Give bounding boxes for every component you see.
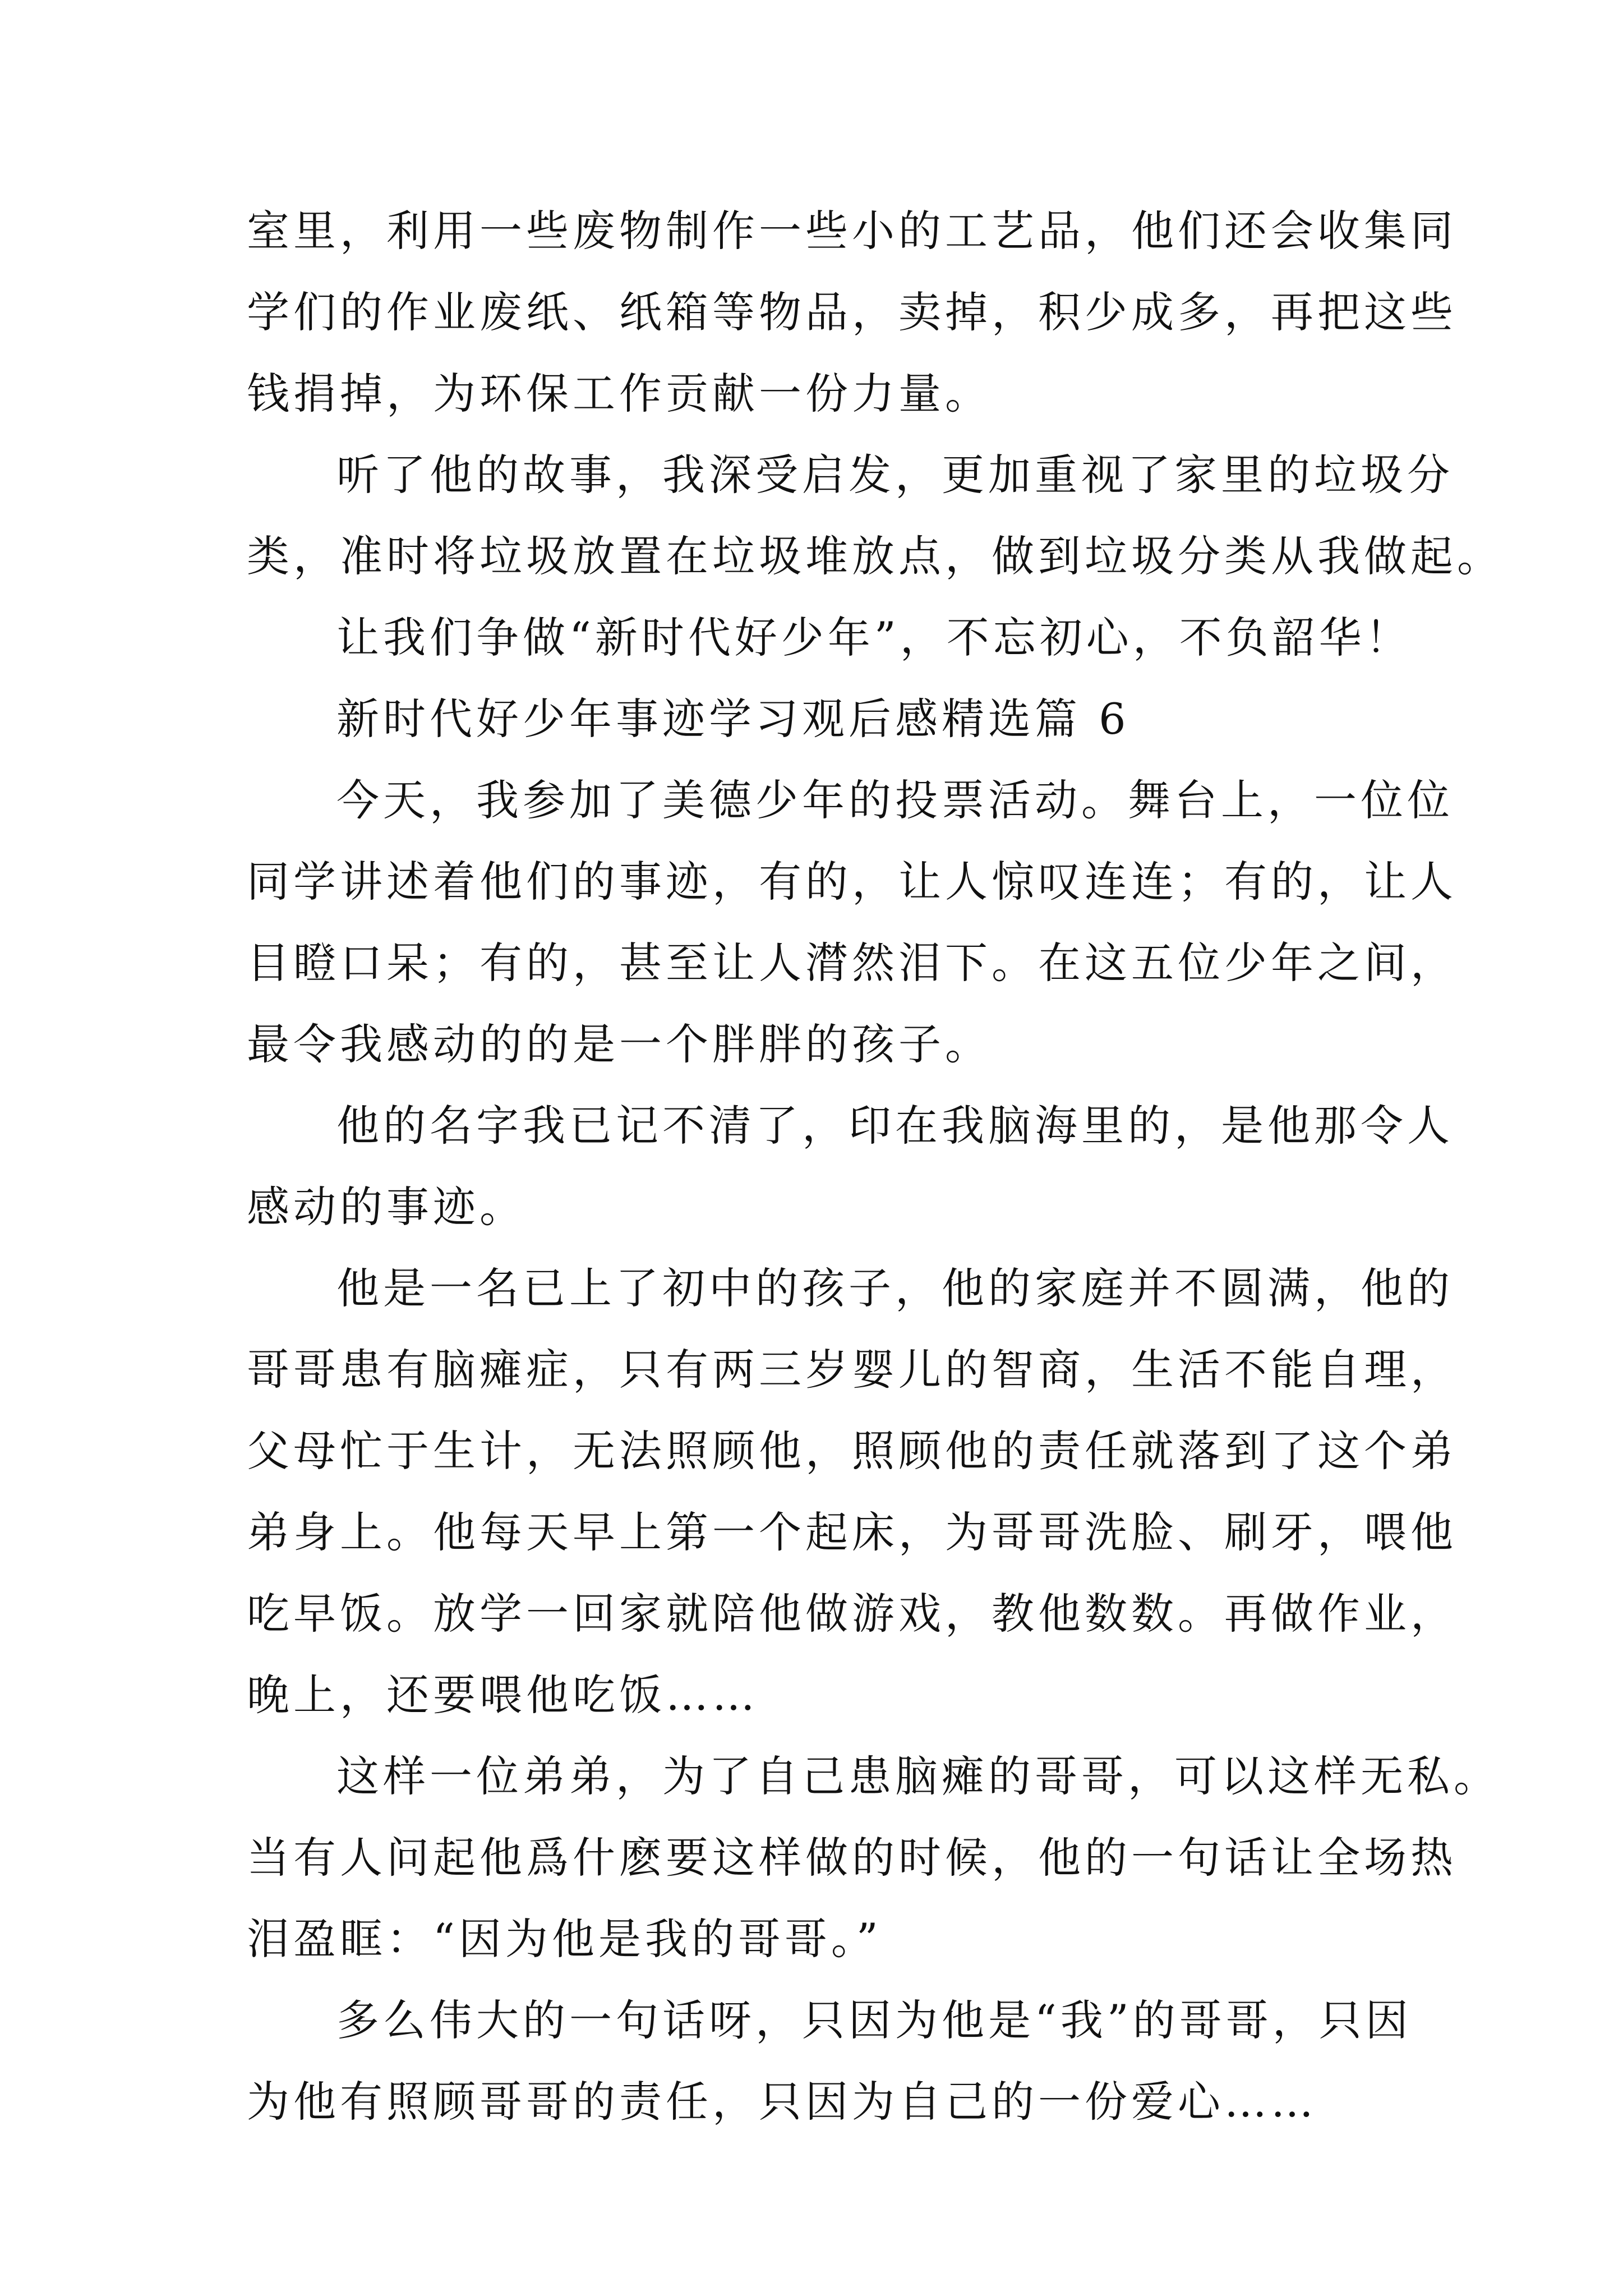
paragraph-start-line: 这样一位弟弟，为了自己患脑瘫的哥哥，可以这样无私。 (336, 1751, 1500, 1801)
paragraph-start-line: 他是一名已上了初中的孩子，他的家庭并不圆满，他的 (336, 1263, 1454, 1313)
text-line: 泪盈眶：“因为他是我的哥哥。” (247, 1914, 882, 1964)
text-line: 感动的事迹。 (247, 1182, 526, 1232)
paragraph-start-line: 他的名字我已记不清了，印在我脑海里的，是他那令人 (336, 1101, 1454, 1151)
text-line: 弟身上。他每天早上第一个起床，为哥哥洗脸、刷牙，喂他 (247, 1507, 1457, 1557)
paragraph-start-line: 听了他的故事，我深受启发，更加重视了家里的垃圾分 (336, 450, 1454, 500)
text-line: 晚上，还要喂他吃饭…… (247, 1670, 759, 1720)
text-line: 钱捐掉，为环保工作贡献一份力量。 (247, 369, 992, 418)
text-line: 室里，利用一些废物制作一些小的工艺品，他们还会收集同 (247, 206, 1457, 256)
text-line: 为他有照顾哥哥的责任，只因为自己的一份爱心…… (247, 2077, 1317, 2127)
text-line: 类，准时将垃圾放置在垃圾堆放点，做到垃圾分类从我做起。 (247, 531, 1504, 581)
text-line: 最令我感动的的是一个胖胖的孩子。 (247, 1019, 992, 1069)
paragraph-start-line: 让我们争做“新时代好少年”，不忘初心，不负韶华！ (336, 613, 1412, 662)
text-line: 同学讲述着他们的事迹，有的，让人惊叹连连；有的，让人 (247, 857, 1457, 907)
text-line: 哥哥患有脑瘫症，只有两三岁婴儿的智商，生活不能自理， (247, 1345, 1457, 1395)
text-line: 吃早饭。放学一回家就陪他做游戏，教他数数。再做作业， (247, 1589, 1457, 1639)
text-line: 目瞪口呆；有的，甚至让人潸然泪下。在这五位少年之间， (247, 938, 1457, 988)
section-heading: 新时代好少年事迹学习观后感精选篇 6 (336, 694, 1130, 744)
text-line: 当有人问起他爲什麽要这样做的时候，他的一句话让全场热 (247, 1833, 1457, 1883)
text-line: 父母忙于生计，无法照顾他，照顾他的责任就落到了这个弟 (247, 1426, 1457, 1476)
text-line: 学们的作业废纸、纸箱等物品，卖掉，积少成多，再把这些 (247, 287, 1457, 337)
paragraph-start-line: 今天，我参加了美德少年的投票活动。舞台上，一位位 (336, 775, 1454, 825)
paragraph-start-line: 多么伟大的一句话呀，只因为他是“我”的哥哥，只因 (336, 1995, 1412, 2045)
